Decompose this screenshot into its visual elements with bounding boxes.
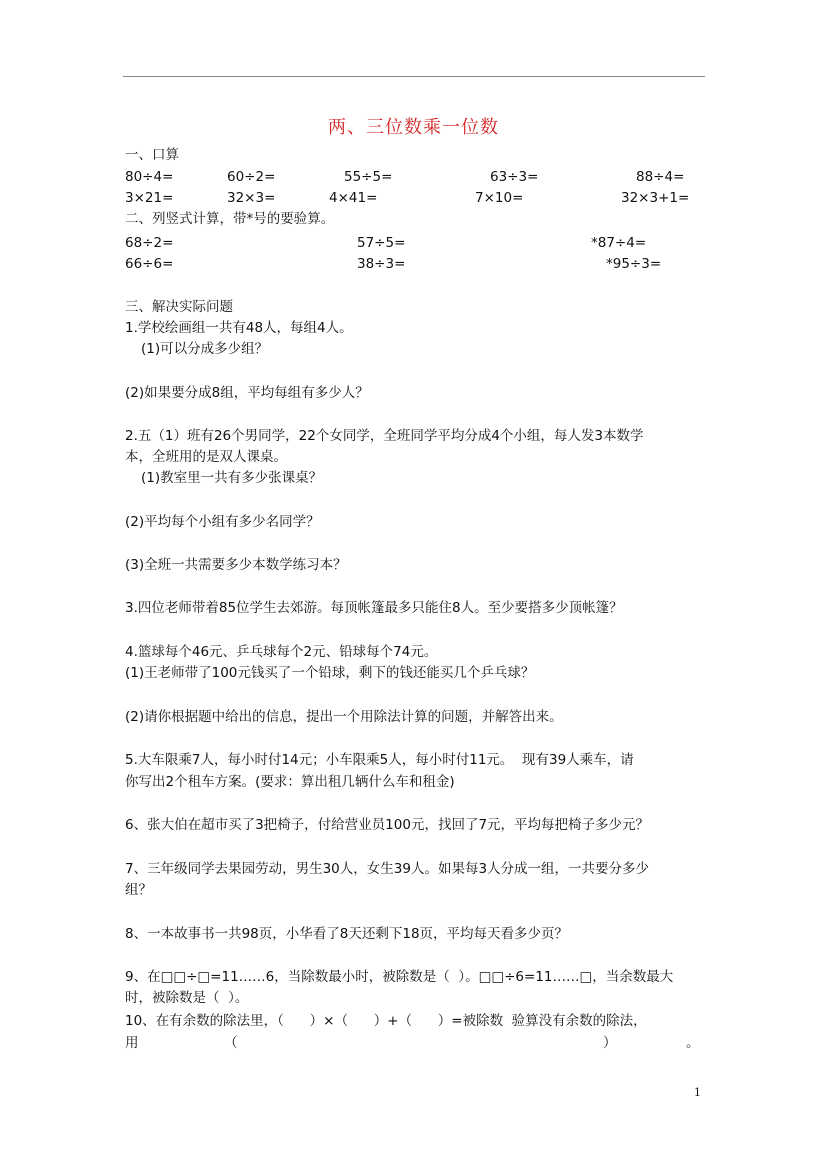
problem-line: 本，全班用的是双人课桌。 — [125, 449, 287, 465]
problem-line: 7、三年级同学去果园劳动，男生30人，女生39人。如果每3人分成一组，一共要分多少 — [125, 861, 650, 877]
sentence-end: 。 — [686, 1035, 700, 1051]
column-calc-item: *87÷4= — [591, 235, 647, 251]
oral-item: 32×3+1= — [621, 190, 690, 206]
problem-line: 3.四位老师带着85位学生去郊游。每顶帐篷最多只能住8人。至少要搭多少顶帐篷？ — [125, 600, 623, 616]
page-number: 1 — [694, 1086, 701, 1099]
problem-line: 组？ — [125, 882, 152, 898]
problem-line: (1)王老师带了100元钱买了一个铅球，剩下的钱还能买几个乒乓球？ — [125, 665, 535, 681]
oral-item: 32×3= — [227, 190, 276, 206]
column-calc-item: 68÷2= — [125, 235, 174, 251]
column-calc-item: 38÷3= — [357, 256, 406, 272]
oral-item: 55÷5= — [344, 169, 393, 185]
problem-line: 1.学校绘画组一共有48人，每组4人。 — [125, 320, 353, 336]
problem-line: 6、张大伯在超市买了3把椅子，付给营业员100元，找回了7元，平均每把椅子多少元？ — [125, 817, 650, 833]
section1-heading: 一、口算 — [125, 147, 179, 163]
problem-line: 你写出2个租车方案。(要求：算出租几辆什么车和租金) — [125, 774, 455, 790]
problem-line: 8、一本故事书一共98页，小华看了8天还剩下18页，平均每天看多少页？ — [125, 926, 569, 942]
problem-line: (2)平均每个小组有多少名同学？ — [125, 514, 320, 530]
column-calc-item: 66÷6= — [125, 256, 174, 272]
header-rule — [123, 76, 705, 77]
oral-item: 80÷4= — [125, 169, 174, 185]
oral-item: 60÷2= — [227, 169, 276, 185]
oral-item: 4×41= — [329, 190, 378, 206]
column-calc-item: 57÷5= — [357, 235, 406, 251]
oral-item: 7×10= — [475, 190, 524, 206]
oral-item: 3×21= — [125, 190, 174, 206]
problem-line: 9、在□□÷□=11……6，当除数最小时，被除数是（ ）。□□÷6=11……□，当余数最大 — [125, 969, 674, 985]
section2-heading: 二、列竖式计算，带*号的要验算。 — [125, 211, 335, 227]
problem-line: (2)请你根据题中给出的信息，提出一个用除法计算的问题，并解答出来。 — [125, 709, 563, 725]
page-title: 两、三位数乘一位数 — [328, 117, 499, 138]
problem-line: 2.五（1）班有26个男同学，22个女同学，全班同学平均分成4个小组，每人发3本数学 — [125, 428, 644, 444]
section3-heading: 三、解决实际问题 — [125, 299, 233, 315]
problem-line: 5.大车限乘7人，每小时付14元；小车限乘5人，每小时付11元。 现有39人乘车，请 — [125, 752, 634, 768]
problem-line: 10、在有余数的除法里，（ ）×（ ）+（ ）=被除数 验算没有余数的除法， — [125, 1013, 647, 1029]
problem-line: (1)可以分成多少组？ — [141, 341, 269, 357]
blank-close-paren: ） — [603, 1035, 617, 1051]
problem-line: (3)全班一共需要多少本数学练习本？ — [125, 557, 347, 573]
problem-line: (2)如果要分成8组，平均每组有多少人？ — [125, 385, 369, 401]
blank-open-paren: （ — [224, 1035, 238, 1051]
problem-line: 时，被除数是（ ）。 — [125, 990, 249, 1006]
problem-line: 用 — [125, 1035, 139, 1051]
column-calc-item: *95÷3= — [606, 256, 662, 272]
oral-item: 63÷3= — [490, 169, 539, 185]
problem-line: (1)教室里一共有多少张课桌？ — [141, 470, 323, 486]
problem-line: 4.篮球每个46元、乒乓球每个2元、铅球每个74元。 — [125, 644, 438, 660]
oral-item: 88÷4= — [636, 169, 685, 185]
